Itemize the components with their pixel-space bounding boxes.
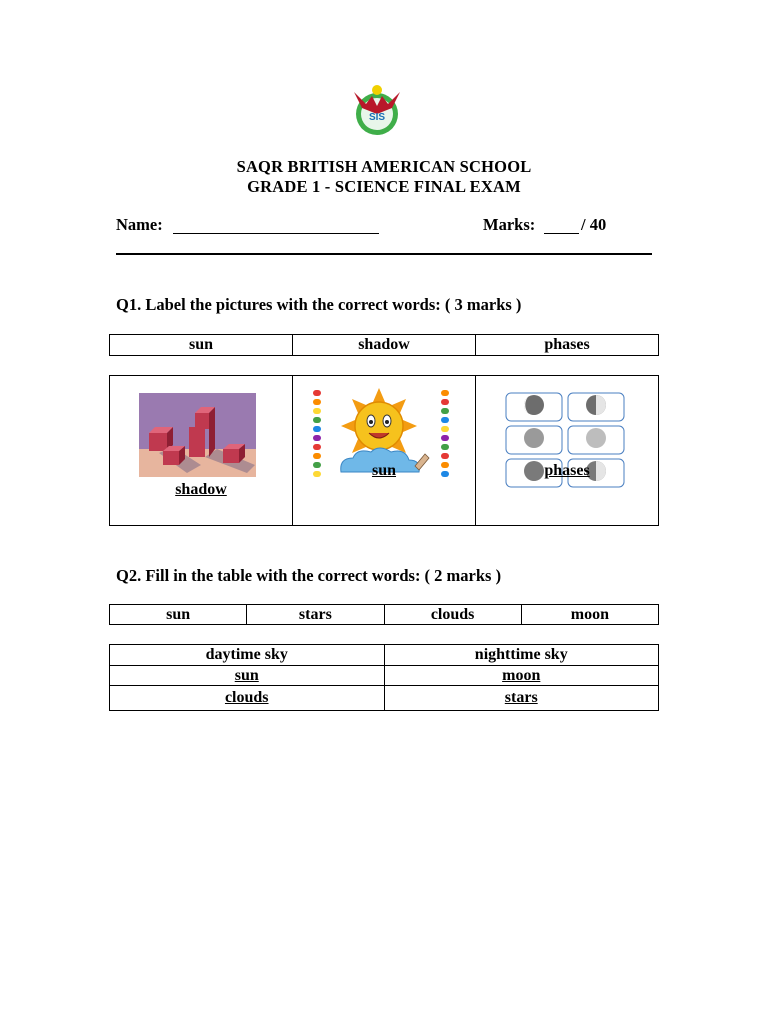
- q2-answer-table: [109, 644, 659, 711]
- marks-label: Marks:: [483, 215, 536, 234]
- name-label: Name:: [116, 215, 163, 234]
- q1-word-bank: [109, 334, 659, 356]
- school-logo: [346, 74, 408, 138]
- header-divider: [116, 253, 652, 255]
- q2-bank-word: moon: [521, 605, 658, 625]
- q1-answer-sun: sun: [371, 462, 397, 479]
- q1-answer-phases: phases: [544, 462, 590, 479]
- q2-bank-word: sun: [110, 605, 247, 625]
- exam-title: GRADE 1 - SCIENCE FINAL EXAM: [247, 177, 521, 196]
- q2-answer-cell: clouds: [110, 686, 385, 711]
- marks-total: / 40: [581, 215, 607, 234]
- q1-prompt: Q1. Label the pictures with the correct words: ( 3 marks ): [116, 295, 522, 314]
- school-name: SAQR BRITISH AMERICAN SCHOOL: [236, 157, 532, 176]
- q1-bank-word: phases: [476, 335, 659, 356]
- q1-bank-word: shadow: [293, 335, 476, 356]
- q2-answer-cell: sun: [110, 666, 385, 686]
- q2-answer-cell: moon: [384, 666, 659, 686]
- q2-prompt: Q2. Fill in the table with the correct words: ( 2 marks ): [116, 566, 502, 585]
- q2-bank-word: clouds: [384, 605, 521, 625]
- q1-cell-shadow: [110, 376, 293, 526]
- marks-field[interactable]: [544, 233, 579, 234]
- q2-header-daytime: daytime sky: [110, 645, 385, 666]
- q1-cell-sun: [293, 376, 476, 526]
- q2-bank-word: stars: [247, 605, 384, 625]
- q2-header-nighttime: nighttime sky: [384, 645, 659, 666]
- q1-answer-shadow: shadow: [175, 481, 227, 498]
- q2-word-bank: [109, 604, 659, 625]
- q1-bank-word: sun: [110, 335, 293, 356]
- logo-lettering: SIS: [368, 112, 386, 123]
- q2-answer-cell: stars: [384, 686, 659, 711]
- name-field[interactable]: [173, 233, 379, 234]
- shadow-cubes-picture: [139, 393, 256, 477]
- q1-cell-phases: [476, 376, 659, 526]
- q1-picture-table: [109, 375, 659, 526]
